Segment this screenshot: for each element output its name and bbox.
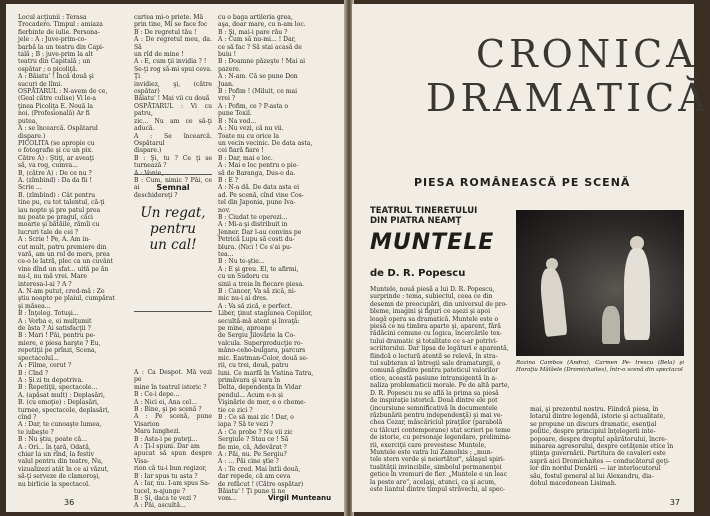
text-line: Juan.	[218, 80, 234, 88]
text-line: vom...	[218, 495, 237, 503]
actor-figure-3	[602, 306, 620, 344]
text-line: B : Pofim ! (Miluit, ce mai	[218, 88, 298, 96]
review-column-1	[370, 286, 523, 496]
text-line: Liber, ţinut stagiunea Copiilor,	[218, 310, 313, 318]
text-line: politic, despre principiul înţelegerii inte-	[530, 428, 656, 436]
text-line: minarea agresorului, despre cetăţenie etice în	[530, 443, 674, 451]
text-line: popoare, despre dreptul apărătorului, încre-	[530, 435, 667, 443]
text-line: ce-o le latră, plec ca un cuvânt	[18, 258, 113, 266]
text-line: tel din Japonia, pune Iva-	[218, 199, 296, 207]
text-line: pune Toxil.	[218, 110, 252, 118]
text-line: A : Ori... în ţară, Odată,	[18, 443, 91, 451]
text-line: secultă-mă atent şi învaţă:	[218, 317, 300, 325]
text-line: B : Şi, daca te vezi ?	[134, 494, 197, 502]
text-line: A : Şi zi tu depotriva.	[18, 376, 84, 384]
text-line: tul subteran al întregii sale dramaturgii, o	[370, 360, 501, 368]
text-line: cînd ?	[18, 413, 37, 421]
text-line: PICOLITA (se apropie cu	[18, 139, 95, 147]
text-line: B : Nu ştiu, poate că...	[18, 436, 87, 444]
text-line: sucuri de lîmi.	[18, 80, 63, 88]
text-line: mic nu-i ai dres.	[218, 295, 268, 303]
text-line: de inspiraţie istorică. Două dintre ele pot	[370, 397, 498, 405]
text-line: A : Te cred. Mai întîi două,	[218, 465, 301, 473]
text-line: ştiu noapte pe plaiul, cumpărat	[18, 295, 115, 303]
text-line: Băiatu' ! Ţi pune ţi ne	[218, 488, 286, 495]
text-line: B. (cu emoţie) : Deplasări,	[18, 399, 99, 407]
signal-box	[134, 174, 212, 312]
text-line: B : Cînd ?	[18, 369, 49, 377]
text-line: Către A) : Ştiţi, ar aveaţi	[18, 154, 94, 162]
text-line: Scrie ...	[18, 184, 42, 192]
text-line: B : Şi, mai-i pare rău ?	[218, 28, 288, 36]
text-line: getice în vremuri de fier. „Muntele e un leac	[370, 471, 508, 479]
text-line: B : Cancer, Va să zică, ni-	[218, 288, 296, 296]
text-line: tele stern verde şi neiertător", sălaşul spiri-	[370, 456, 505, 464]
text-line: A : Nici ei, Ana cel...	[134, 398, 198, 406]
text-line: Toate nu cu orice la	[218, 132, 280, 140]
text-line: vizualizezi atât în ce ai văzut,	[18, 465, 109, 473]
play-title: MUNTELE	[370, 230, 495, 255]
text-line: lor din nordul Dunării — iar interlocutorul	[530, 465, 661, 473]
text-line: piesă ce nu timbra aparte şi, aparent, fără	[370, 323, 501, 331]
text-line: Vişinărie de mer, e o cheme-	[218, 399, 306, 407]
text-line: cu o baga artileria grea,	[218, 14, 293, 21]
text-line: Muntele este vatra lui Zamolxis ; „mun-	[370, 448, 493, 456]
text-line: prin tine, Mi se face foc	[134, 21, 208, 29]
text-line: ce să fac ? Să stai acasă de	[218, 43, 302, 51]
text-line: B : Doamne păzeşte ! Mai ai	[218, 58, 306, 66]
text-line: B : Bine, şi pe scenă ?	[134, 406, 202, 414]
text-line: valcula. Superproducţie ro-	[218, 339, 303, 347]
text-line: Muntele, nouă piesă a lui D. R. Popescu,	[370, 286, 495, 293]
text-line: A : Ce probe ? Nu vii zic	[218, 428, 293, 436]
text-line: desemn de preocupări, din universul de pro-	[370, 300, 508, 308]
text-line: de Sergiu Jilovărie la Co-	[218, 332, 296, 340]
text-line: rădăcini comune cu logica, încercările tex-	[370, 330, 502, 338]
page-number-right: 37	[669, 498, 680, 507]
text-line: blura. (Nici ! Ce s'ai pu-	[218, 243, 292, 251]
text-line: de refăcut ! (Către ospătar)	[218, 480, 304, 488]
text-line: Jenner. Dar l-au convins pe	[218, 228, 302, 236]
text-line: buiu !	[218, 51, 237, 59]
text-line: leagă opera sa dramatică. Muntele este o	[370, 315, 499, 323]
rubric-line-1: CRONICA	[476, 32, 698, 76]
dialogue-column-2-bottom	[134, 369, 212, 510]
text-line: vrei ?	[218, 95, 236, 103]
text-line: A : Iar, nu. I-am spus Sa-	[134, 480, 210, 488]
text-line: Petrică Lupu să costi du-	[218, 236, 295, 244]
text-line: noi. (Profesională) Ar fi	[18, 110, 90, 118]
text-line: fierbinte de iulie. Persona-	[18, 28, 100, 36]
text-line: cut mult, patru premiere din	[18, 243, 107, 251]
text-line: A : De regretul meu, da. Să	[134, 36, 212, 51]
text-line: A : Mi-a şi distribuit in	[218, 221, 288, 229]
text-line: B : Înţeleg. Totuşi...	[18, 310, 79, 318]
text-line: ţinea Picoliţa E. Nouă la	[18, 102, 93, 110]
text-line: pazere.	[218, 65, 241, 73]
text-line: B : Asta-i pe puteţi...	[134, 435, 198, 443]
text-line: A : N-am. Că se pune Don	[218, 73, 298, 81]
text-line: etice, această pasiune intransigentă în a-	[370, 374, 498, 382]
text-line: A : Dar, te cunoaşte lumea,	[18, 421, 102, 429]
text-line: deschidereţi ?	[134, 191, 178, 199]
text-line: A : Băiatu' ! Încă două şi	[18, 73, 94, 81]
text-line: un vecin vecinic. De data asta,	[218, 139, 313, 147]
text-line: A. (zîmbind) : Da da fii !	[18, 176, 92, 184]
text-line: să, va rog, cumva...	[18, 162, 79, 170]
text-line: te iubeşte ?	[18, 428, 54, 436]
actor-figure-2	[624, 248, 650, 340]
text-line: primăvara şi vara în	[218, 376, 281, 384]
text-line: A : Se încearcă. Ospătarul	[134, 132, 212, 147]
text-line: A : Păi, nu. Pe Sergiu?	[218, 450, 287, 458]
signal-box-title: Semnal	[156, 183, 190, 192]
text-line: D. R. Popescu nu se află la prima sa piesă	[370, 389, 499, 397]
text-line: chea Cezar, măscăriciul piraţilor (parabolă	[370, 419, 503, 427]
text-line: B : Ce-i depe...	[134, 391, 180, 399]
text-line: B : Ce să mai zic ! Dar, o	[218, 413, 294, 421]
text-line: rion că tu-i bun regizor,	[134, 465, 207, 473]
text-line: său, fostul general al lui Alexandru, dia-	[530, 472, 654, 480]
signal-box-text: Un regat, pentru un cal!	[140, 205, 206, 253]
text-line: cartea mi-o priete. Mă	[134, 14, 204, 21]
text-line: nov.	[218, 206, 231, 214]
text-line: A : se încearcă. Ospătarul	[18, 125, 98, 133]
text-line: tie ce zici ?	[218, 406, 253, 414]
text-line: A : Filme, cerut ?	[18, 362, 72, 370]
text-line: A : Scrie ! Pe, A. Am in-	[18, 236, 91, 244]
text-line: OSPĂTARUL : Vi cu patru,	[134, 102, 212, 118]
text-line: dar repede, că am ceva	[218, 473, 291, 481]
text-line: dispare.)	[18, 132, 46, 140]
text-line: ospătar ; o picoliţă.	[18, 65, 78, 73]
text-line: (incursiune semnificativă în documentele	[370, 404, 498, 412]
text-line: spectacolul...	[18, 354, 59, 362]
byline: de D. R. Popescu	[370, 268, 466, 279]
text-line: comună gîndire pentru pateticul valorilor	[370, 367, 499, 375]
text-line: rii, cu trei, două, patru	[218, 362, 289, 370]
text-line: aşa, doar mare, cu n-am loc.	[218, 21, 306, 29]
review-column-2	[530, 406, 682, 496]
text-line: se propune un discurs dramatic, esenţial	[530, 420, 657, 428]
text-line: pe mine, aproape	[218, 325, 272, 333]
text-line: să de Baranga, Dus-o da.	[218, 169, 296, 177]
text-line: Sergiule ? Stau ce ! Să	[218, 436, 289, 444]
text-line: B : Ciudat te operezi...	[218, 213, 288, 221]
text-line: valul pentru din teatre, Nu,	[18, 458, 103, 466]
text-line: A : Pe scenă, pune Visarion	[134, 413, 212, 428]
text-line: A : Ţi-l spuni. Dar am	[134, 443, 200, 451]
text-line: şi măsea...	[18, 302, 51, 310]
dialogue-column-1	[18, 14, 126, 502]
text-line: Băiatu' ! Mai vii cu două	[134, 95, 210, 103]
text-line: ad. Pe scenă, cînd vine Cos-	[218, 191, 304, 199]
text-line: la peste are", acelaşi, atunci, ca şi acum,	[370, 478, 497, 486]
text-line: tală ; B : juve-prim la alt	[18, 51, 93, 59]
rubric-heading	[426, 32, 710, 120]
text-line: turnee, spectacole, deplasări,	[18, 406, 110, 414]
right-page	[352, 4, 710, 512]
text-line: A. N-am putut, cred-mă : Ze	[18, 288, 105, 296]
text-line: o fotografie şi cu un pix.	[18, 147, 93, 155]
text-line: surprinde : tema, subiectul, ceea ce din	[370, 293, 493, 301]
text-line: A : Vorba e, ei mulţumit	[18, 317, 92, 325]
text-line: A : Ca Despot. Mă vezi pe	[134, 369, 212, 384]
text-line: B : Na vod...	[218, 117, 257, 125]
text-line: rii, exerciţii care prevestesc Muntele,	[370, 441, 487, 449]
text-line: Locul acţiunii : Terasa	[18, 14, 87, 21]
text-line: fie mie, că, Adevărat ?	[218, 443, 287, 451]
text-line: A : ... Păi cine ştie ?	[218, 458, 279, 466]
text-line: mai, şi prezentul nostru. Fiindcă piesa, în	[530, 406, 659, 413]
text-line: este liantul dintre timpul străvechi, al spec-	[370, 485, 505, 493]
text-line: OSPĂTARUL : N-avem de ce,	[18, 88, 108, 96]
stage-photo	[516, 210, 684, 356]
text-line: A : Pofim, ce ? P-asta o	[218, 102, 289, 110]
text-line: de istorie, cu personaje legendare, prelimina-	[370, 434, 512, 442]
text-line: cu un Sudoru cu	[218, 273, 269, 281]
text-line: B : Dar, mai e loc.	[218, 154, 273, 162]
actor-figure-1	[539, 267, 568, 337]
text-line: fiindcă o lectură atentă se relevă, în stra-	[370, 352, 498, 360]
text-line: ştiinţa guvernării. Partitura de cavaleri este	[530, 450, 666, 458]
text-line: B, (către A) : De ce nu ?	[18, 169, 92, 177]
section-title: PIESA ROMÂNEASCĂ PE SCENĂ	[414, 176, 631, 189]
text-line: nu birlicie la spectacol.	[18, 480, 90, 488]
text-line: bleme, imagini şi figuri ce aşezi şi apoi	[370, 308, 491, 316]
text-line: lucruri tale de cei ?	[18, 228, 79, 236]
text-line: A : Cum să nu-mi... ! Dar,	[218, 36, 296, 44]
text-line: lotarul dintre legendă, istorie şi actualitate,	[530, 413, 666, 421]
text-line: să-ţi serveze de clamoroşi,	[18, 473, 101, 481]
text-line: chiar la un rînd, la festiv	[18, 450, 94, 458]
text-line: A : E şi greu. El, te afirmi,	[218, 265, 299, 273]
text-line: pendul... Acum e-n și	[218, 391, 284, 399]
kicker-line-1: TEATRUL TINERETULUI	[370, 206, 478, 216]
text-line: sinii a treia în fiecare piesa.	[218, 280, 305, 288]
text-line: cu tâlcuri contemporane) stat scrieri pe teme	[370, 426, 511, 434]
text-line: Trocadero. Timpul : amiaza	[18, 21, 103, 29]
text-line: interesa-l-ai ? A ?	[18, 280, 72, 288]
text-line: scriitorului. Dar lipsa de legături e aparentă,	[370, 345, 509, 353]
left-page	[6, 4, 346, 512]
text-line: teatru din Capitală ; un	[18, 58, 91, 66]
text-line: A : N-a dă. De data asta ei	[218, 184, 300, 192]
text-line: A : Va să zică, e perfect.	[218, 302, 293, 310]
text-line: B : E ?	[218, 176, 239, 184]
text-line: naliza problematicii morale. Pe de altă parte,	[370, 382, 510, 390]
text-line: repetiţii pe prînzi, Scena,	[18, 347, 97, 355]
text-line: B : Iar spus tu asta ?	[134, 472, 198, 480]
text-line: Se-ţi rog să-mi spui ceva. Ţi	[134, 65, 212, 81]
photo-caption: Rozina Cambos (Andra), Carmen Pe- trescu (Bela) şi Horaţiu Mălăele (Dromichaites), într-o scenă din spectacol	[516, 360, 684, 373]
text-line: tucel, n-ajunge ?	[134, 487, 186, 495]
text-line: răzbunării pentru independenţă) şi mai ve-	[370, 411, 503, 419]
text-line: luni. Ce marfă în Vistina Tatra,	[218, 369, 314, 377]
text-line: moarte şi bătăile, rămîi cu	[18, 221, 100, 229]
text-line: vine dînd un sfat... uită pe ăn	[18, 265, 109, 273]
text-line: iau nopte şi pre patul prea	[18, 206, 101, 214]
text-line: barbă la un teatru din Capi-	[18, 43, 105, 51]
text-line: A : Mai e loc pentru o pie-	[218, 162, 299, 170]
text-line: jele : A : Juve-prim-co-	[18, 36, 87, 44]
page-number-left: 36	[64, 498, 75, 507]
text-line: zic... Nu am ce să-ţi aducă.	[134, 117, 212, 133]
theatre-kicker	[370, 206, 520, 226]
text-line: B : De regretul tău !	[134, 28, 197, 36]
text-line: B : Mari ! Păi, pentru pe-	[18, 332, 96, 340]
rubric-line-2: DRAMATICĂ	[426, 76, 710, 120]
text-line: (Geal către culise) Vi le-a	[18, 95, 97, 103]
text-line: dohul macedonean Lisimah.	[530, 480, 617, 488]
text-line: tului dramatic şi totalitate ce s-ar potrivi-	[370, 337, 498, 345]
text-line: aspră aici Dromichaites — conducătorul geţi-	[530, 457, 670, 465]
text-line: dispare.)	[134, 147, 162, 155]
text-line: mâno-ceho-bulgara, parcurs	[218, 347, 306, 355]
kicker-line-2: DIN PIATRA NEAMŢ	[370, 216, 462, 226]
text-line: Delta, dependenţa în Vidar	[218, 384, 302, 392]
text-line: un rîd de mine !	[134, 51, 184, 59]
text-line: B : Şi, tu ? Ce ţi se turnează ?	[134, 154, 212, 170]
text-line: miere, e piesa harşte ? Eu,	[18, 339, 101, 347]
text-line: apucat să spun despre Visa-	[134, 450, 212, 465]
text-line: B : Repetiţii, spectacole...	[18, 384, 98, 392]
text-line: B : Cum, nimic ? Păi, ce ai	[134, 176, 212, 192]
text-line: cei fiară fiare !	[218, 147, 264, 155]
text-line: A : Nu vezi, că nu vii.	[218, 125, 284, 133]
text-line: invidiez, şi, (către ospătar)	[134, 80, 212, 96]
text-line: tine pu, cu tot talentul, că-ţi	[18, 199, 105, 207]
text-line: A : E, cum ţii invidia ? !	[134, 58, 207, 66]
text-line: A. (apăsat mult) : Deplasări,	[18, 391, 105, 399]
author-signature: Virgil Munteanu	[268, 494, 332, 502]
text-line: A : Păi, ascultă...	[134, 502, 186, 510]
text-line: tea...	[218, 251, 234, 258]
text-line: nu-l, nu mă vrei. Mare	[18, 273, 88, 281]
text-line: nu poate pe pragul, căci	[18, 213, 93, 221]
text-line: putea,	[18, 117, 38, 125]
text-line: iapa ? Să te vezi ?	[218, 421, 274, 429]
text-line: mic. Eastman-Color, două se-	[218, 354, 308, 362]
text-line: A : Vonie,	[134, 169, 164, 177]
text-line: tualităţii invincibile, simbolul permanenţei	[370, 463, 502, 471]
text-line: mine în teatrul istoric ?	[134, 383, 207, 391]
text-line: Mara lunghezi.	[134, 428, 181, 436]
text-line: B. (zîmbind) : Cât pentru	[18, 191, 96, 199]
text-line: B : Nu te-ştie...	[218, 258, 265, 266]
text-line: de ăsta ? Ai satisfacţii ?	[18, 325, 91, 333]
text-line: vară, am un rol de mers, prea	[18, 251, 110, 258]
